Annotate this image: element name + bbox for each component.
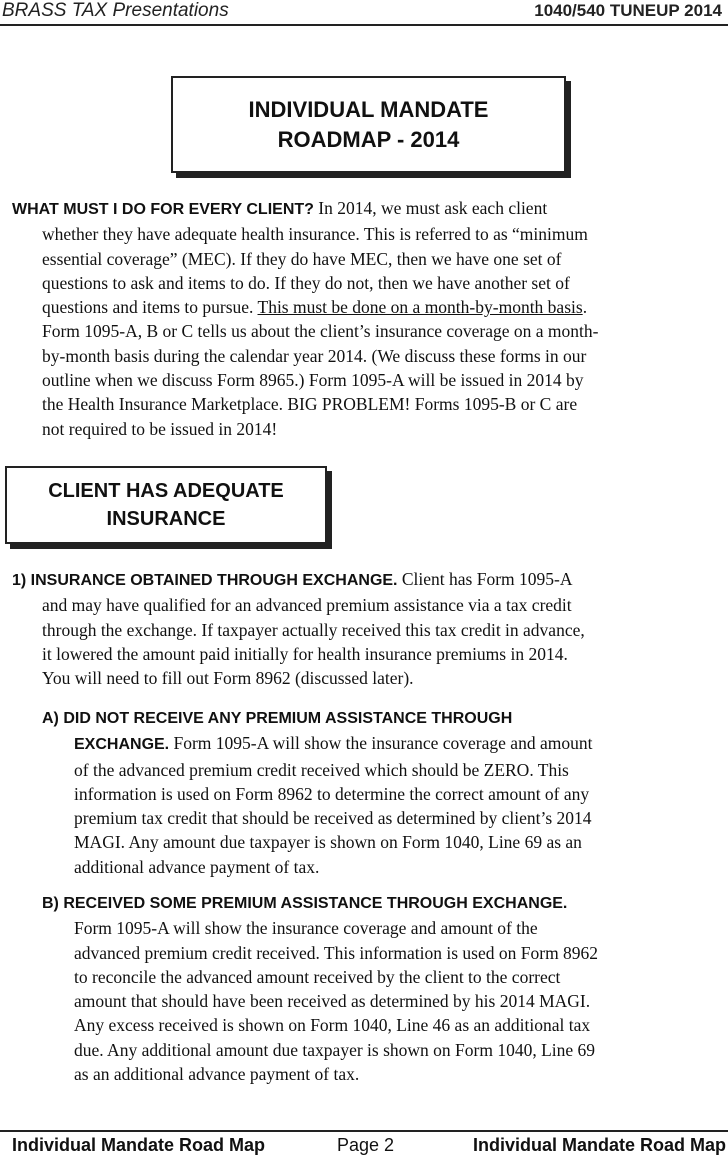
item-b-text-line: Any excess received is shown on Form 1040, Line 46 as an additional tax [74,1015,591,1036]
item-b-paragraph [42,890,722,1086]
item-1-heading: 1) INSURANCE OBTAINED THROUGH EXCHANGE. [12,572,398,589]
intro-paragraph [12,196,720,441]
item-a-text-line: information is used on Form 8962 to determine the correct amount of any [74,783,590,804]
item-a-paragraph [42,705,722,879]
intro-text-line: questions and items to pursue. [42,297,258,318]
footer-right-title: Individual Mandate Road Map [472,1135,726,1155]
intro-text-line: not required to be issued in 2014! [42,418,278,439]
item-b-heading: B) RECEIVED SOME PREMIUM ASSISTANCE THROUGH EXCHANGE. [42,895,568,912]
item-a-heading: A) DID NOT RECEIVE ANY PREMIUM ASSISTANCE THROUGH [42,710,513,727]
page-header [0,0,728,26]
item-1-paragraph [12,567,720,690]
intro-text-line: Form 1095-A, B or C tells us about the client’s insurance coverage on a month- [42,321,599,342]
intro-period: . [582,297,588,318]
item-b-text-line: as an additional advance payment of tax. [74,1064,360,1085]
item-a-text-line: of the advanced premium credit received which should be ZERO. This [74,759,569,780]
item-a-text-line: MAGI. Any amount due taxpayer is shown on Form 1040, Line 69 as an [74,832,582,853]
header-right-title: 1040/540 TUNEUP 2014 [534,1,722,20]
page-number: Page 2 [337,1135,395,1155]
intro-heading: WHAT MUST I DO FOR EVERY CLIENT? [12,201,314,218]
intro-text-line: In 2014, we must ask each client [313,198,548,218]
intro-text-line: questions to ask and items to do. If they do not, then we have another set of [42,272,570,293]
document-title-line-1: INDIVIDUAL MANDATE [248,96,489,122]
section-heading-line-1: CLIENT HAS ADEQUATE [48,480,284,502]
page-footer [0,1130,728,1161]
item-b-text-line: Form 1095-A will show the insurance coverage and amount of the [74,918,538,939]
item-1-text-line: it lowered the amount paid initially for health insurance premiums in 2014. [42,643,568,664]
intro-text-line: essential coverage” (MEC). If they do have MEC, then we have one set of [42,248,562,269]
document-title-box [171,76,566,173]
item-b-text-line: advanced premium credit received. This information is used on Form 8962 [74,942,599,963]
item-1-text-line: through the exchange. If taxpayer actually received this tax credit in advance, [42,619,585,640]
intro-text-line: the Health Insurance Marketplace. BIG PROBLEM! Forms 1095-B or C are [42,394,578,415]
section-heading-box [5,466,327,544]
item-a-text-line: premium tax credit that should be received as determined by client’s 2014 [74,808,592,829]
intro-text-line: outline when we discuss Form 8965.) Form 1095-A will be issued in 2014 by [42,370,584,391]
item-a-heading-cont: EXCHANGE. [74,736,170,754]
intro-underlined-text: This must be done on a month-by-month basis [257,297,583,318]
section-heading-line-2: INSURANCE [106,508,226,530]
document-title-line-2: ROADMAP - 2014 [277,126,460,152]
header-left-title: BRASS TAX Presentations [2,0,229,21]
item-b-text-line: due. Any additional amount due taxpayer is shown on Form 1040, Line 69 [74,1039,596,1060]
intro-text-line: by-month basis during the calendar year 2014. (We discuss these forms in our [42,345,587,366]
item-b-text-line: amount that should have been received as determined by his 2014 MAGI. [74,991,591,1012]
intro-text-line: whether they have adequate health insurance. This is referred to as “minimum [42,224,588,245]
item-1-text-line: You will need to fill out Form 8962 (discussed later). [42,668,414,689]
item-1-text-line: and may have qualified for an advanced premium assistance via a tax credit [42,595,572,616]
item-1-text-line: Client has Form 1095-A [397,569,573,589]
item-b-text-line: to reconcile the advanced amount received by the client to the correct [74,966,561,987]
item-a-text-line: Form 1095-A will show the insurance coverage and amount [169,733,593,754]
item-a-text-line: additional advance payment of tax. [74,856,320,877]
footer-left-title: Individual Mandate Road Map [12,1135,266,1155]
